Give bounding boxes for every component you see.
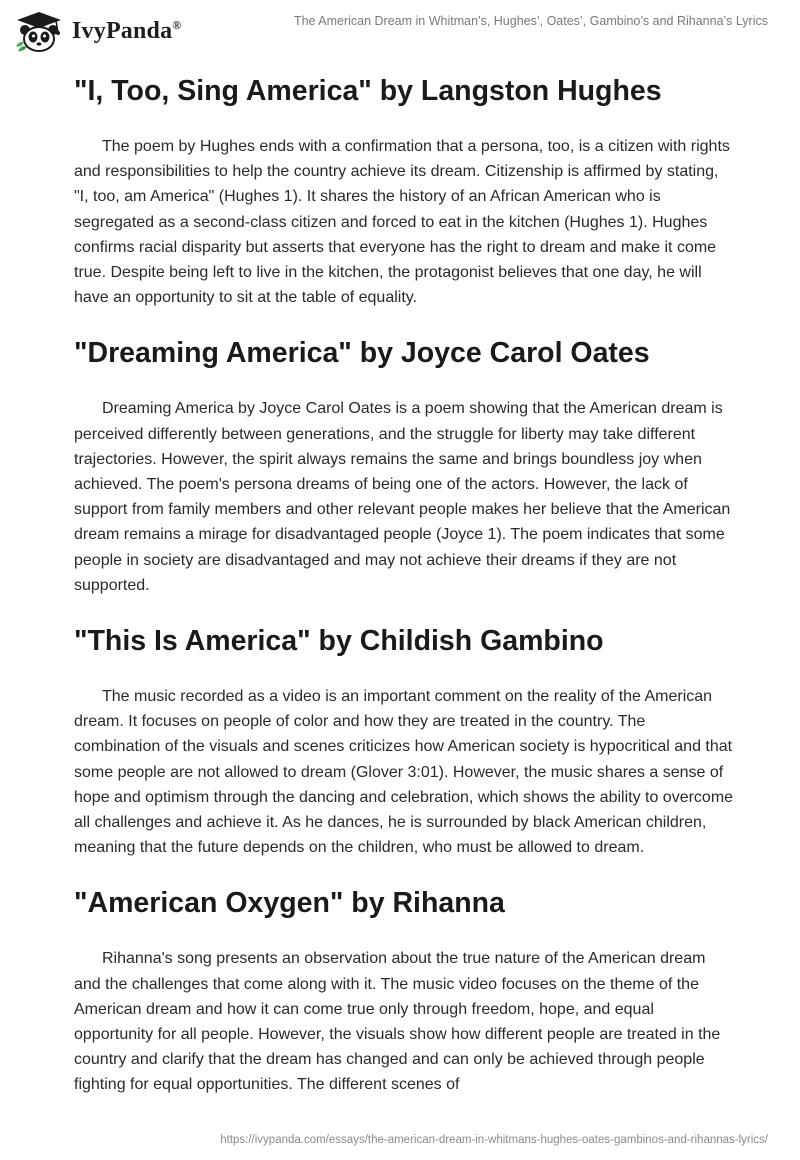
source-url-link[interactable]: https://ivypanda.com/essays/the-american-dream-in-whitmans-hughes-oates-gambinos-and-rihannas-lyrics/ xyxy=(220,1134,768,1146)
section-heading: "I, Too, Sing America" by Langston Hughes xyxy=(74,75,662,107)
panda-graduate-icon xyxy=(14,10,64,52)
section-paragraph: The poem by Hughes ends with a confirmation that a persona, too, is a citizen with rights and responsibilities to help the country achieve its dream. Citizenship is affirmed by stating, "I, too, am America" (Hughes 1). It shares the history of an African American who is segregated as a second-class citizen and forced to eat in the kitchen (Hughes 1). Hughes confirms racial disparity but asserts that everyone has the right to dream and make it come true. Despite being left to live in the kitchen, the protagonist believes that one day, he will have an opportunity to sit at the table of equality. xyxy=(74,138,730,307)
running-title: The American Dream in Whitman’s, Hughes’, Oates’, Gambino’s and Rihanna’s Lyrics xyxy=(293,14,768,28)
section-hughes xyxy=(74,70,734,310)
brand-name: IvyPanda® xyxy=(72,17,182,44)
section-heading: "American Oxygen" by Rihanna xyxy=(74,887,505,920)
essay-body xyxy=(74,70,734,1120)
section-paragraph: Rihanna's song presents an observation about the true nature of the American dream and the challenges that come along with it. The music video focuses on the theme of the American dream and how it can come true only through freedom, hope, and equal opportunity for all people. However, the visuals show how different people are treated in the country and clarify that the dream has changed and can only be achieved through people fighting for equal opportunities. The different scenes of xyxy=(74,950,721,1094)
section-gambino xyxy=(74,620,734,860)
brand-logo[interactable] xyxy=(14,8,181,54)
section-paragraph: The music recorded as a video is an important comment on the reality of the American dream. It focuses on people of color and how they are treated in the country. The combination of the visuals and scenes criticizes how American society is hypocritical and that some people are not allowed to dream (Glover 3:01). However, the music shares a sense of hope and optimism through the dancing and celebration, which shows the ability to overcome all challenges and achieve it. As he dances, he is surrounded by black American children, meaning that the future depends on the children, who must be allowed to dream. xyxy=(74,688,734,857)
section-paragraph: Dreaming America by Joyce Carol Oates is a poem showing that the American dream is perceived differently between generations, and the struggle for liberty may take different trajectories. However, the spirit always remains the same and brings boundless joy when achieved. The poem's persona dreams of being one of the actors. However, the lack of support from family members and other relevant people makes her believe that the American dream remains a mirage for disadvantaged people (Joyce 1). The poem indicates that some people in society are disadvantaged and may not achieve their dreams if they are not supported. xyxy=(74,400,731,594)
section-heading: "Dreaming America" by Joyce Carol Oates xyxy=(74,337,650,370)
registered-mark: ® xyxy=(172,17,182,32)
section-rihanna xyxy=(74,882,734,1097)
section-oates xyxy=(74,332,734,598)
section-heading: "This Is America" by Childish Gambino xyxy=(74,625,604,658)
page-header xyxy=(0,0,800,60)
